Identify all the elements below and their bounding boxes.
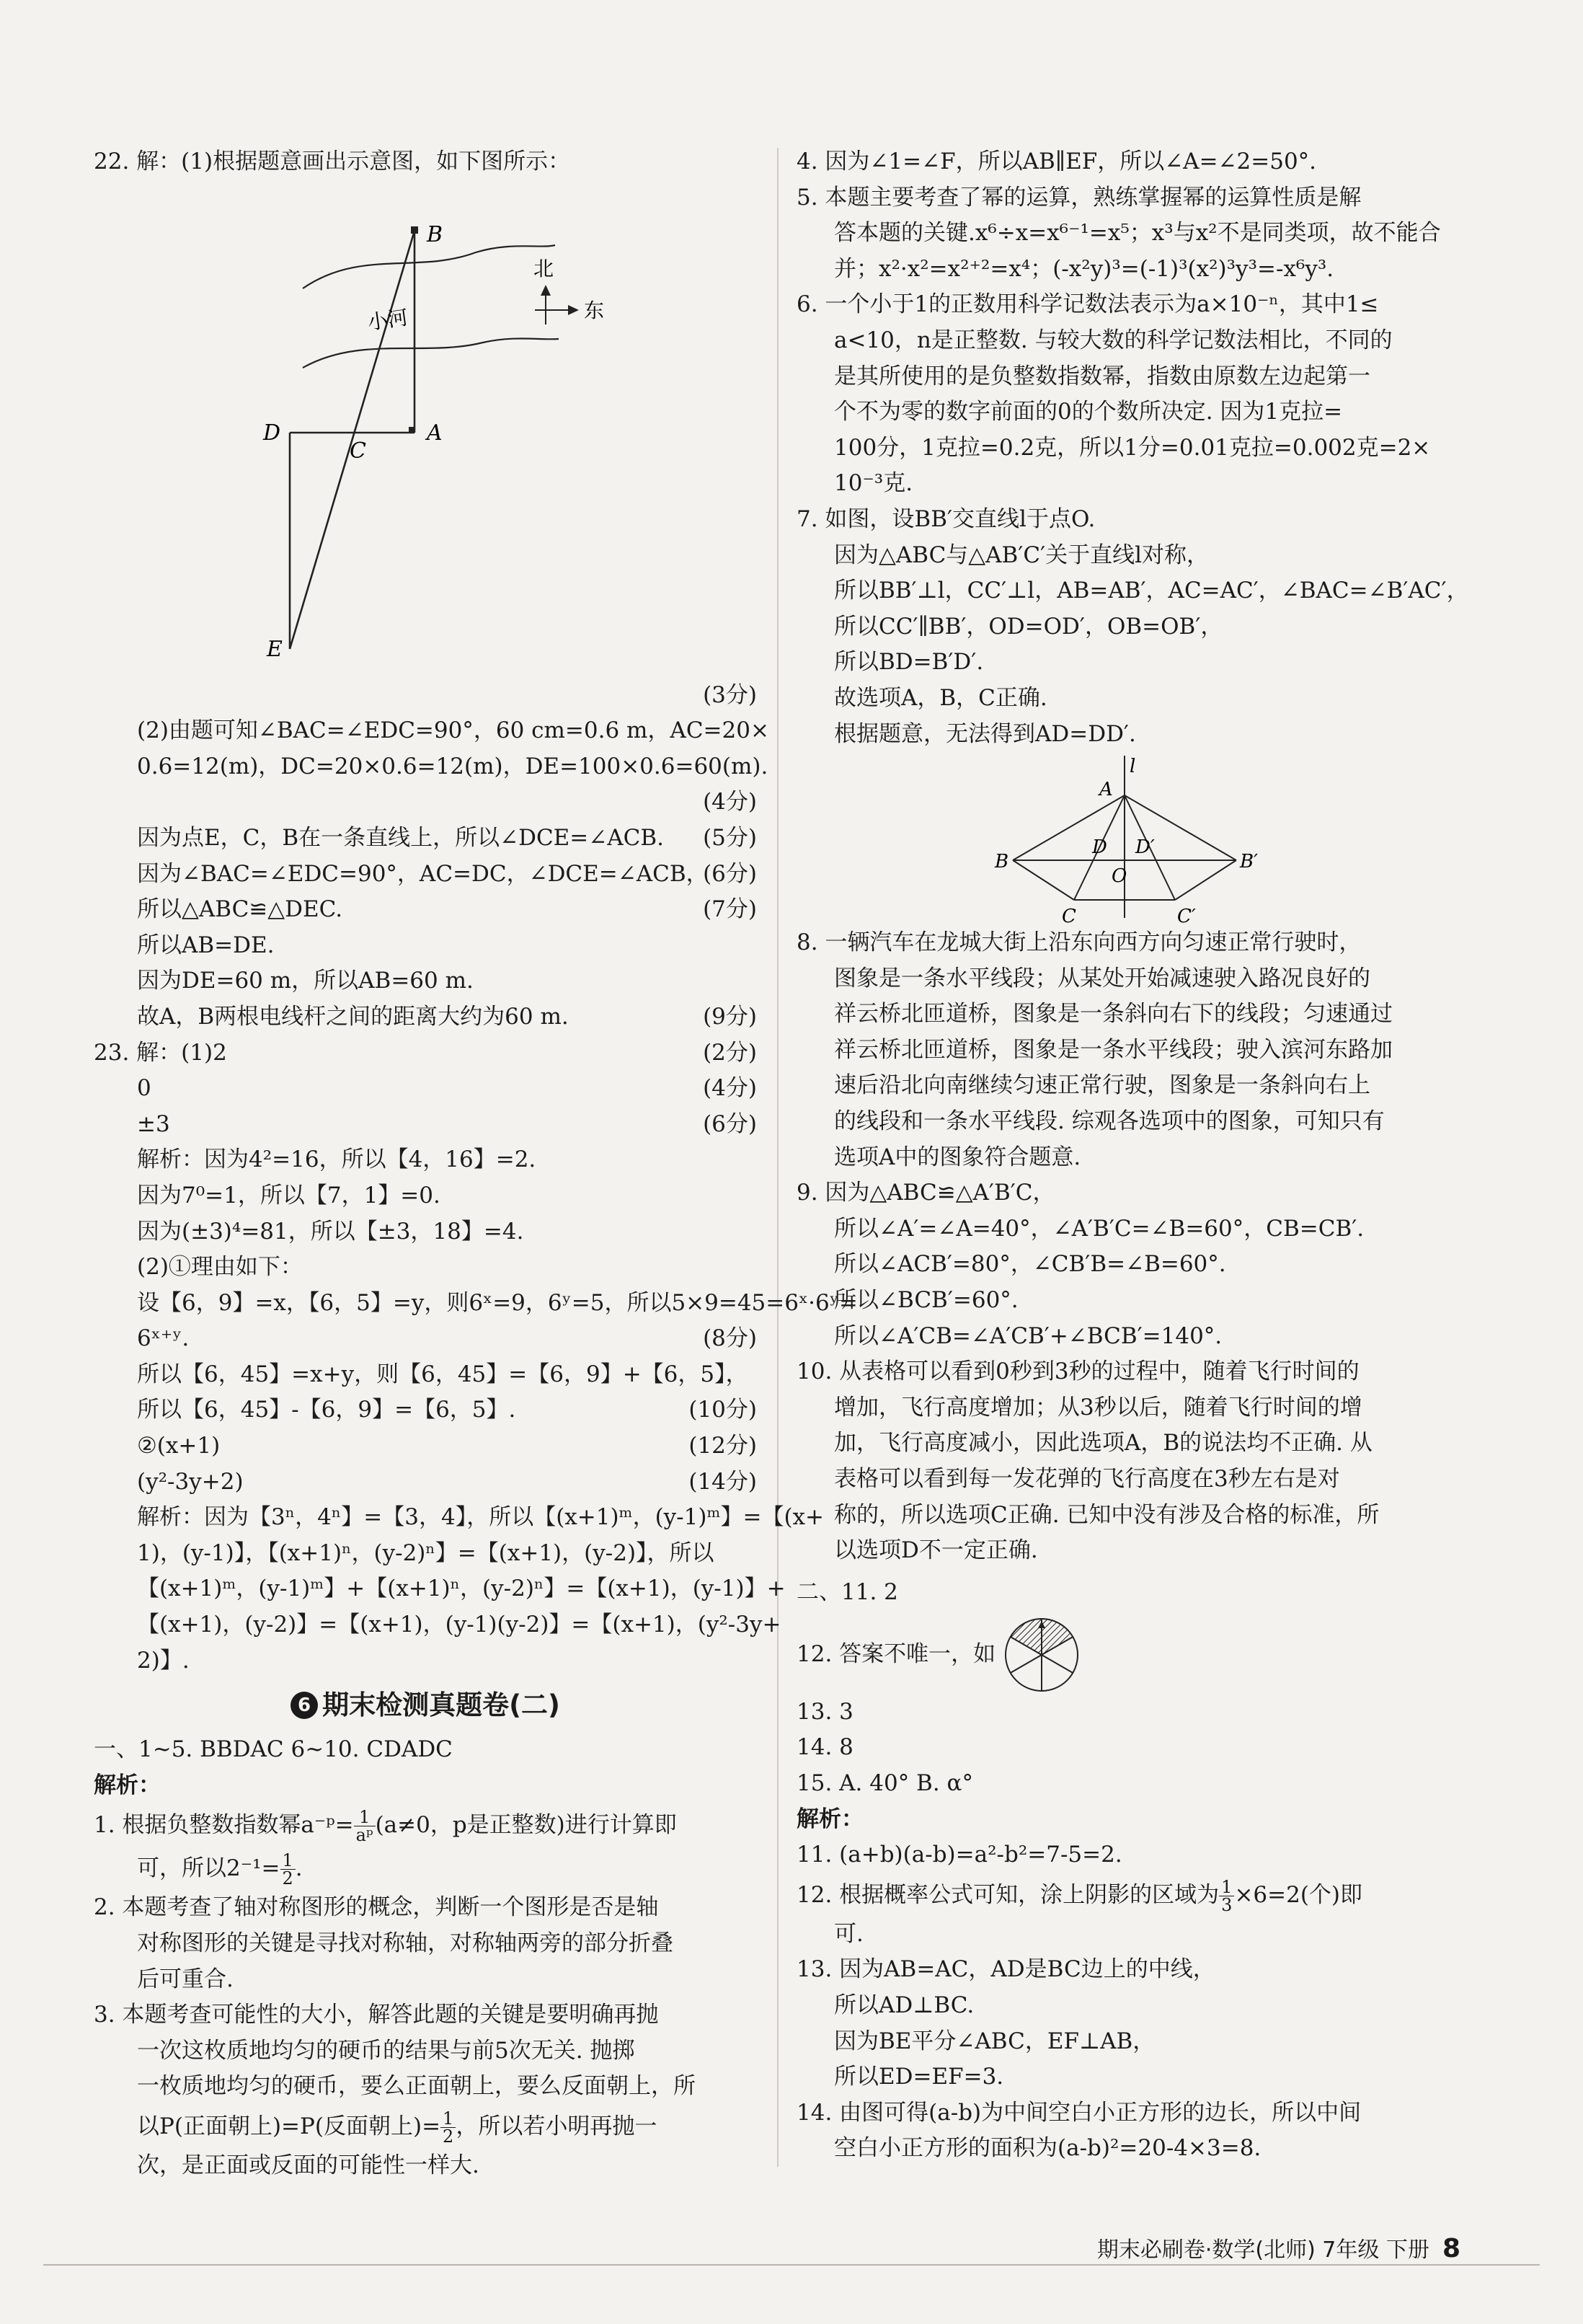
label-d: D — [1092, 836, 1107, 859]
score: (12分) — [688, 1433, 757, 1459]
shaded-sector — [1011, 1619, 1042, 1655]
q23-line: 所以【6，45】=x+y，则【6，45】=【6，9】+【6，5】， — [137, 1361, 748, 1387]
a3-line: 次，是正面或反面的可能性一样大. — [137, 2152, 479, 2178]
label-c: C — [350, 438, 366, 464]
a7-line: 故选项A，B，C正确. — [834, 684, 1047, 711]
a10-line: 称的，所以选项C正确. 已知中没有涉及合格的标准，所 — [834, 1501, 1380, 1528]
score: (3分) — [703, 681, 757, 708]
text: 因为∠BAC=∠EDC=90°，AC=DC，∠DCE=∠ACB， — [137, 860, 709, 887]
a7-line: 根据题意，无法得到AD=DD′. — [834, 720, 1136, 747]
label-c: C — [1062, 906, 1076, 926]
fraction — [354, 1808, 376, 1844]
a5-line: 答本题的关键.x⁶÷x=x⁶⁻¹=x⁵；x³与x²不是同类项，故不能合 — [834, 220, 1441, 247]
b11-line: 二、11. 2 — [797, 1578, 898, 1605]
b14-line: 14. 8 — [797, 1734, 853, 1761]
label-b: B — [427, 221, 443, 247]
score: (5分) — [703, 824, 757, 851]
e12-line — [797, 1873, 1460, 1917]
seg-ab — [1013, 795, 1125, 860]
score: (10分) — [688, 1397, 757, 1423]
b12-line — [797, 1615, 1460, 1695]
a4-line: 4. 因为∠1=∠F，所以AB∥EF，所以∠A=∠2=50°. — [797, 149, 1317, 174]
q7-diagram — [797, 752, 1460, 925]
denominator: aᵖ — [355, 1825, 373, 1846]
a8-line: 祥云桥北匝道桥，图象是一条水平线段；驶入滨河东路加 — [834, 1036, 1393, 1063]
a6-line: 个不为零的数字前面的0的个数所决定. 因为1克拉= — [834, 399, 1343, 425]
right-column — [797, 144, 1469, 2167]
a7-line: 因为△ABC与△AB′C′关于直线l对称， — [834, 542, 1210, 568]
footer — [1097, 2232, 1460, 2263]
river-bank-south — [303, 338, 559, 368]
label-b: B — [995, 851, 1009, 873]
q22-line — [94, 892, 757, 928]
score: (7分) — [703, 896, 757, 923]
numerator: 1 — [1219, 1878, 1234, 1896]
footer-rule — [43, 2264, 1540, 2266]
q22-diagram — [94, 180, 757, 678]
label-e: E — [267, 636, 283, 662]
label-a: A — [1099, 779, 1113, 801]
q23-line — [94, 1035, 757, 1072]
q23-line: 因为7⁰=1，所以【7，1】=0. — [137, 1182, 440, 1209]
text: 1. 根据负整数指数幂a⁻ᵖ= — [94, 1812, 354, 1839]
a8-line: 8. 一辆汽车在龙城大街上沿东向西方向匀速正常行驶时， — [797, 929, 1362, 956]
shaded-sector — [1042, 1619, 1073, 1655]
q23-line — [94, 1107, 757, 1143]
sector-line — [1011, 1655, 1042, 1673]
a8-line: 选项A中的图象符合题意. — [834, 1144, 1081, 1170]
a5-line: 并；x²·x²=x²⁺²=x⁴；(-x²y)³=(-1)³(x²)³y³=-x⁶y³. — [834, 255, 1334, 282]
label-o: O — [1112, 865, 1127, 888]
q22-line: 0.6=12(m)，DC=20×0.6=12(m)，DE=100×0.6=60(m). — [137, 753, 768, 779]
a6-line: a<10，n是正整数. 与较大数的科学记数法相比，不同的 — [834, 327, 1393, 353]
a9-line: 9. 因为△ABC≌△A′B′C， — [797, 1180, 1055, 1206]
q22-line: 因为DE=60 m，所以AB=60 m. — [137, 968, 474, 994]
a7-line: 7. 如图，设BB′交直线l于点O. — [797, 505, 1096, 532]
compass-north-arrow — [541, 285, 551, 296]
q22-line: 所以AB=DE. — [137, 932, 275, 958]
q23-line — [94, 1392, 757, 1428]
q23-line: 因为(±3)⁴=81，所以【±3，18】=4. — [137, 1218, 524, 1245]
fraction — [1219, 1878, 1234, 1914]
a10-line: 表格可以看到每一发花弹的飞行高度在3秒左右是对 — [834, 1466, 1340, 1492]
sector-line — [1042, 1655, 1073, 1673]
text: 所以△ABC≌△DEC. — [137, 896, 343, 923]
point-b-mark — [411, 226, 418, 234]
seg-b2c2 — [1175, 860, 1236, 900]
a6-line: 6. 一个小于1的正数用科学记数法表示为a×10⁻ⁿ，其中1≤ — [797, 291, 1379, 318]
text: (y²-3y+2) — [137, 1468, 244, 1495]
section-title — [94, 1679, 757, 1732]
circle-diagram — [1002, 1615, 1081, 1695]
page-number: 8 — [1442, 2234, 1460, 2263]
text: 6ˣ⁺ʸ. — [137, 1325, 190, 1352]
e13-line: 所以AD⊥BC. — [834, 1992, 975, 2018]
a10-line: 加，飞行高度减小，因此选项A，B的说法均不正确. 从 — [834, 1430, 1373, 1457]
a8-line: 的线段和一条水平线段. 综观各选项中的图象，可知只有 — [834, 1108, 1385, 1135]
numerator: 1 — [354, 1808, 376, 1826]
q23-line: 【(x+1)，(y-2)】=【(x+1)，(y-1)(y-2)】=【(x+1)，(y²-3y+ — [137, 1612, 781, 1638]
q23-line: 解析：因为4²=16，所以【4，16】=2. — [137, 1146, 536, 1173]
a3-line: 一枚质地均匀的硬币，要么正面朝上，要么反面朝上，所 — [137, 2073, 696, 2100]
jiexi-label: 解析： — [94, 1772, 161, 1798]
text: ×6=2(个)即 — [1234, 1881, 1363, 1908]
score: (4分) — [703, 1075, 757, 1102]
a3-line — [94, 2105, 757, 2148]
q23-line — [94, 1428, 757, 1464]
a10-line: 10. 从表格可以看到0秒到3秒的过程中，随着飞行时间的 — [797, 1358, 1360, 1385]
a8-line: 祥云桥北匝道桥，图象是一条斜向右下的线段；匀速通过 — [834, 1001, 1393, 1028]
e13-line: 因为BE平分∠ABC，EF⊥AB， — [834, 2028, 1156, 2054]
a9-line: 所以∠A′=∠A=40°，∠A′B′C=∠B=60°，CB=CB′. — [834, 1215, 1365, 1242]
score: (6分) — [703, 860, 757, 887]
footer-text: 期末必刷卷·数学(北师) 7年级 下册 — [1096, 2237, 1429, 2263]
a8-line: 速后沿北向南继续匀速正常行驶，图象是一条斜向右上 — [834, 1072, 1370, 1099]
label-d: D — [263, 420, 281, 446]
river-bank-north — [303, 245, 555, 288]
q23-line: 设【6，9】=x，【6，5】=y，则6ˣ=9，6ʸ=5，所以5×9=45=6ˣ·6ʸ= — [137, 1289, 858, 1316]
a7-line: 所以BB′⊥l，CC′⊥l，AB=AB′，AC=AC′，∠BAC=∠B′AC′， — [834, 578, 1469, 604]
denominator: 3 — [1221, 1894, 1233, 1915]
text: 12. 根据概率公式可知，涂上阴影的区域为 — [797, 1881, 1220, 1908]
text: ②(x+1) — [137, 1433, 221, 1459]
fraction — [440, 2110, 456, 2145]
label-a: A — [427, 420, 443, 446]
text: 以P(正面朝上)=P(反面朝上)= — [137, 2113, 441, 2139]
a10-line: 增加，飞行高度增加；从3秒以后，随着飞行时间的增 — [834, 1394, 1362, 1421]
q23-line: 解析：因为【3ⁿ，4ⁿ】=【3，4】，所以【(x+1)ᵐ，(y-1)ᵐ】=【(x+ — [137, 1504, 825, 1531]
score: (2分) — [703, 1039, 757, 1066]
score: (8分) — [703, 1325, 757, 1352]
q23-line — [94, 1321, 757, 1357]
fraction — [280, 1852, 296, 1887]
a2-line: 对称图形的关键是寻找对称轴，对称轴两旁的部分折叠 — [137, 1930, 673, 1956]
q22-line — [94, 821, 757, 857]
text: ±3 — [137, 1110, 170, 1137]
e13-line: 所以ED=EF=3. — [834, 2064, 1004, 2090]
a1-line — [94, 1803, 757, 1847]
score: (4分) — [703, 789, 757, 816]
a5-line: 5. 本题主要考查了幂的运算，熟练掌握幂的运算性质是解 — [797, 184, 1362, 211]
numerator: 1 — [280, 1852, 296, 1870]
label-east: 东 — [584, 298, 605, 322]
b15-line: 15. A. 40° B. α° — [797, 1769, 973, 1796]
section-badge: 6 — [291, 1692, 318, 1719]
denominator: 2 — [443, 2126, 454, 2147]
q22-line: (2)由题可知∠BAC=∠EDC=90°，60 cm=0.6 m，AC=20× — [137, 717, 769, 744]
e11-line: 11. (a+b)(a-b)=a²-b²=7-5=2. — [797, 1842, 1122, 1868]
a1-line — [94, 1847, 757, 1890]
q23-line: 【(x+1)ᵐ，(y-1)ᵐ】+【(x+1)ⁿ，(y-2)ⁿ】=【(x+1)，(y-1)】+ — [137, 1576, 786, 1602]
label-l: l — [1130, 756, 1136, 778]
text: ，所以若小明再抛一 — [456, 2113, 657, 2139]
text: (a≠0，p是正整数)进行计算即 — [375, 1812, 677, 1839]
q23-line — [94, 1071, 757, 1107]
text: 故A，B两根电线杆之间的距离大约为60 m. — [137, 1003, 569, 1030]
b12-text: 12. 答案不唯一，如 — [797, 1640, 996, 1667]
a6-line: 100分，1克拉=0.2克，所以1分=0.01克拉=0.002克=2× — [834, 434, 1431, 461]
q22-score2-line — [94, 785, 757, 821]
answer-line: 一、1~5. BBDAC 6~10. CDADC — [94, 1736, 453, 1763]
text: 0 — [137, 1075, 151, 1102]
denominator: 2 — [282, 1868, 293, 1889]
a9-line: 所以∠A′CB=∠A′CB′+∠BCB′=140°. — [834, 1322, 1223, 1349]
q23-line: (2)①理由如下： — [137, 1254, 303, 1281]
a2-line: 2. 本题考查了轴对称图形的概念，判断一个图形是否是轴 — [94, 1894, 659, 1921]
q23-line — [94, 1464, 757, 1501]
label-river: 小河 — [365, 305, 409, 335]
label-north: 北 — [533, 256, 554, 280]
e14-line: 空白小正方形的面积为(a-b)²=20-4×3=8. — [834, 2135, 1261, 2162]
score: (9分) — [703, 1003, 757, 1030]
a7-line: 所以CC′∥BB′，OD=OD′，OB=OB′， — [834, 613, 1223, 640]
jiexi-label: 解析： — [797, 1806, 864, 1832]
text: 23. 解：(1)2 — [94, 1039, 227, 1066]
q22-head: 22. 解：(1)根据题意画出示意图，如下图所示： — [94, 149, 571, 174]
text: 所以【6，45】-【6，9】=【6，5】. — [137, 1397, 516, 1423]
a9-line: 所以∠BCB′=60°. — [834, 1287, 1019, 1314]
label-b-prime: B′ — [1240, 851, 1259, 873]
text: 可，所以2⁻¹= — [137, 1855, 280, 1882]
a2-line: 后可重合. — [137, 1966, 234, 1992]
q22-figure — [94, 180, 757, 678]
compass-east-arrow — [568, 305, 579, 315]
q23-line: 1)，(y-1)】，【(x+1)ⁿ，(y-2)ⁿ】=【(x+1)，(y-2)】，所以 — [137, 1539, 714, 1566]
q23-line: 2)】. — [137, 1647, 190, 1674]
a9-line: 所以∠ACB′=80°，∠CB′B=∠B=60°. — [834, 1251, 1226, 1278]
e13-line: 13. 因为AB=AC，AD是BC边上的中线， — [797, 1956, 1215, 1983]
a6-line: 10⁻³克. — [834, 470, 913, 497]
score: (6分) — [703, 1110, 757, 1137]
seg-bc — [1013, 860, 1074, 900]
section-title-text: 期末检测真题卷(二) — [322, 1689, 560, 1721]
text: . — [295, 1855, 303, 1882]
b13-line: 13. 3 — [797, 1698, 853, 1725]
q7-figure — [797, 752, 1460, 925]
q22-line — [94, 999, 757, 1035]
q22-line — [94, 857, 757, 893]
point-a-mark — [409, 427, 414, 433]
a6-line: 是其所使用的是负整数指数幂，指数由原数左边起第一 — [834, 363, 1370, 389]
text: 因为点E，C，B在一条直线上，所以∠DCE=∠ACB. — [137, 824, 664, 851]
a3-line: 一次这枚质地均匀的硬币的结果与前5次无关. 抛掷 — [137, 2037, 635, 2064]
label-c-prime: C′ — [1177, 906, 1196, 926]
e14-line: 14. 由图可得(a-b)为中间空白小正方形的边长，所以中间 — [797, 2099, 1362, 2126]
a10-line: 以选项D不一定正确. — [834, 1537, 1038, 1564]
e12-line: 可. — [834, 1920, 864, 1947]
a7-line: 所以BD=B′D′. — [834, 649, 984, 676]
score: (14分) — [688, 1468, 757, 1495]
q22-score1-line — [94, 678, 757, 714]
numerator: 1 — [440, 2110, 456, 2128]
a3-line: 3. 本题考查可能性的大小，解答此题的关键是要明确再抛 — [94, 2002, 659, 2028]
label-d-prime: D′ — [1135, 836, 1155, 859]
a8-line: 图象是一条水平线段；从某处开始减速驶入路况良好的 — [834, 965, 1370, 991]
column-divider — [777, 148, 779, 2167]
